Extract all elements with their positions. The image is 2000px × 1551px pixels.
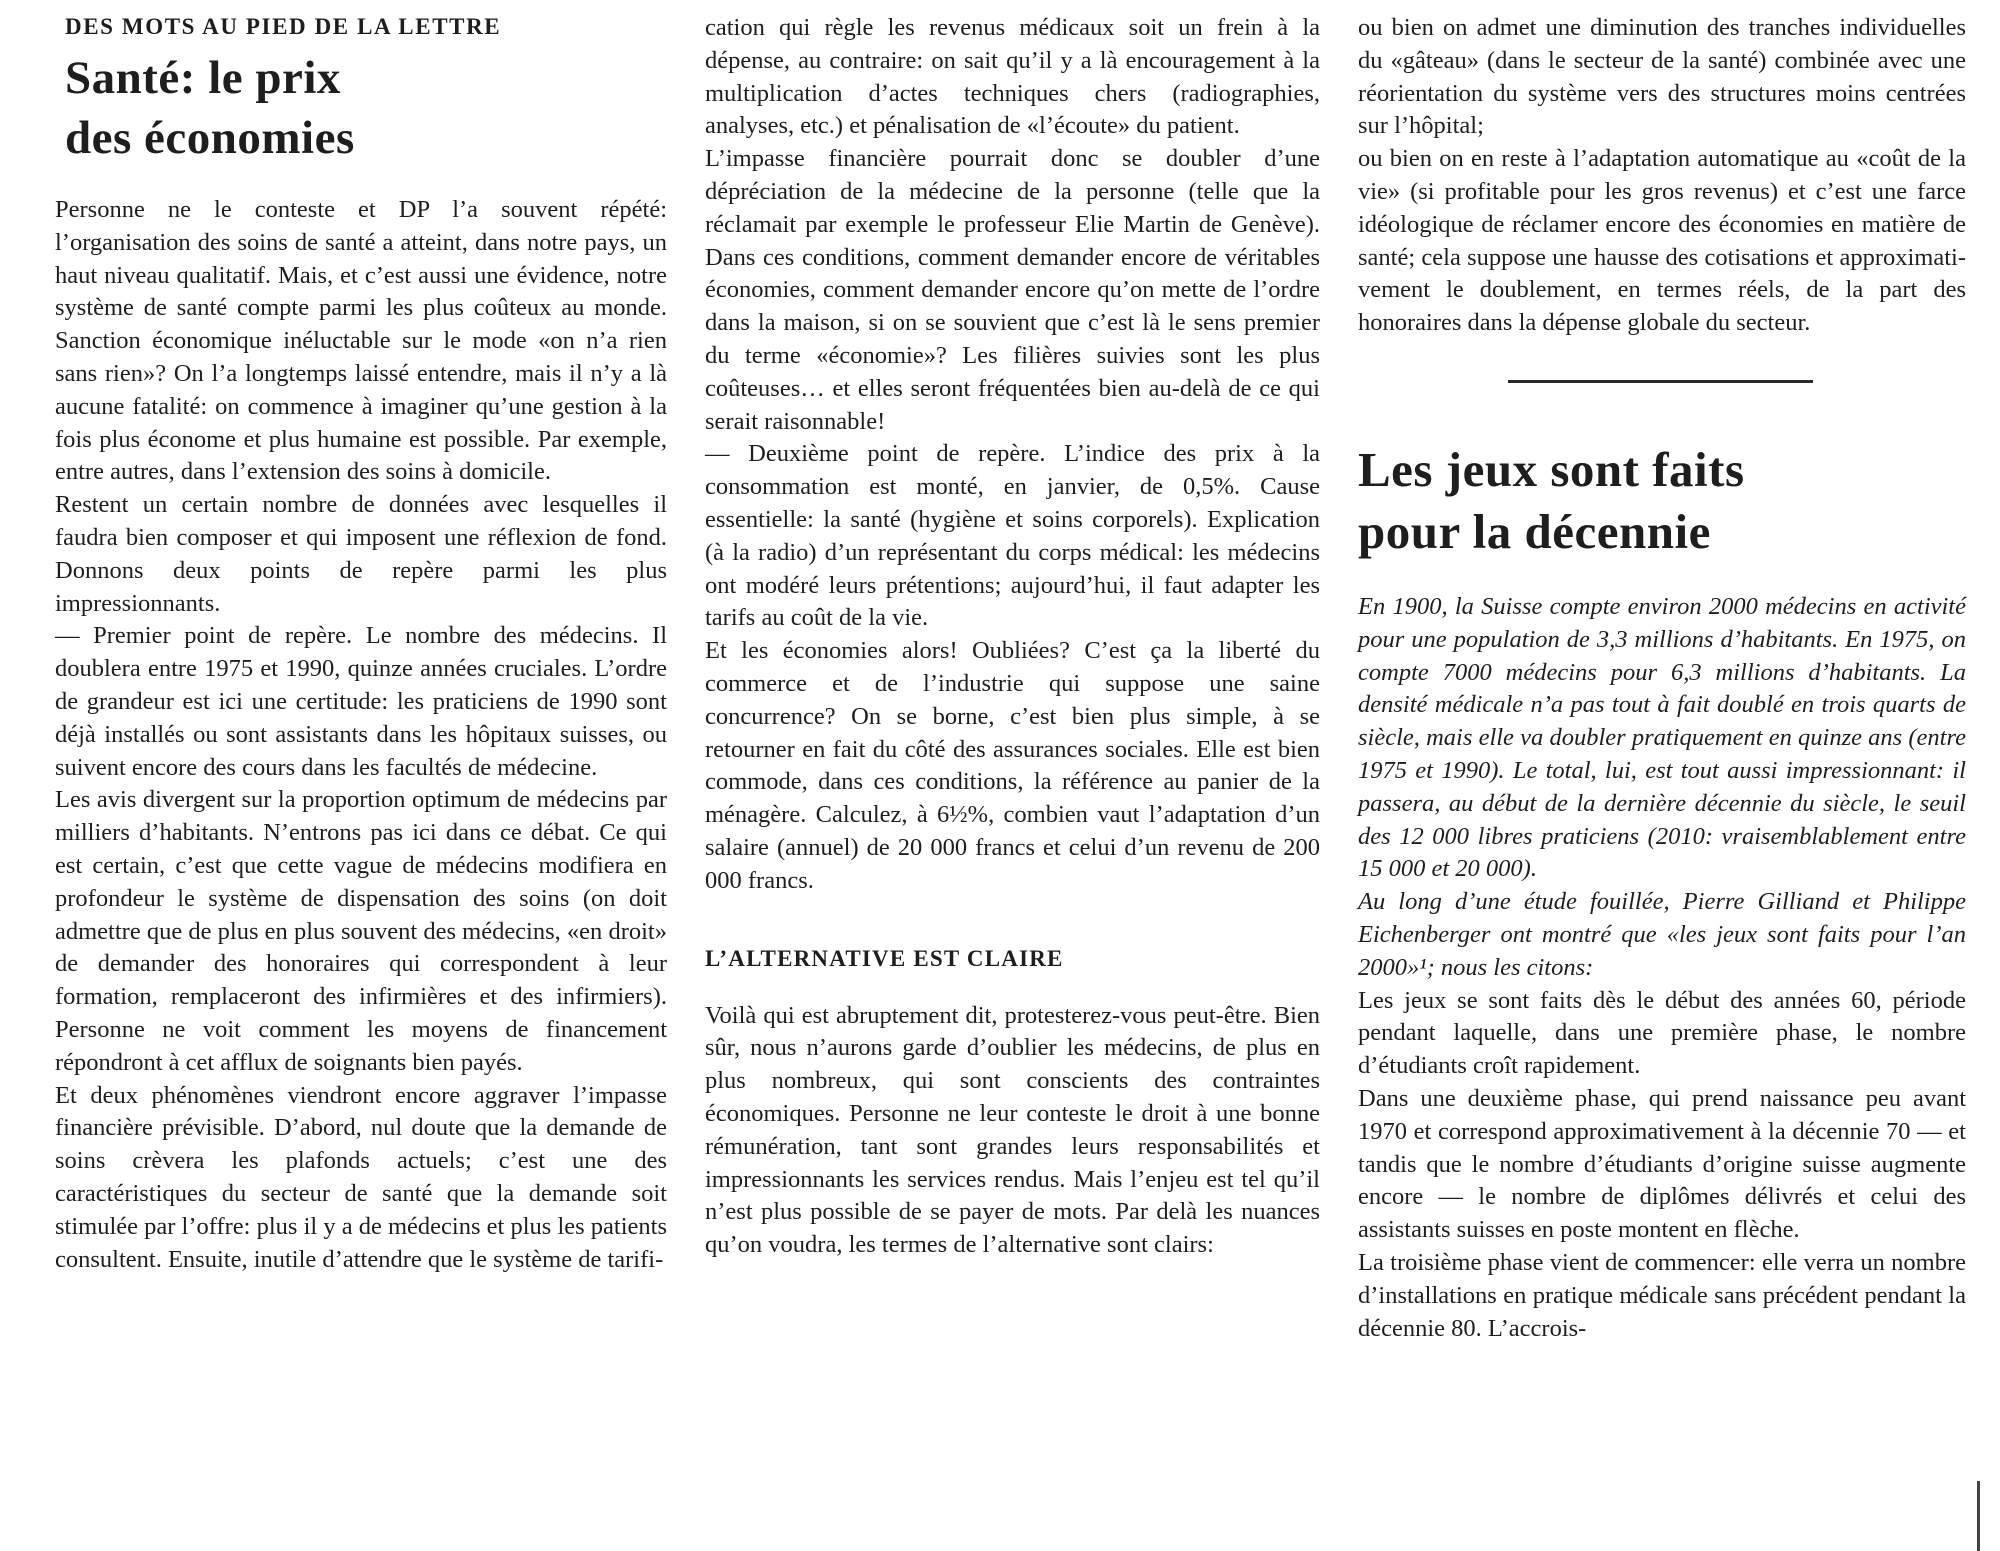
paragraph: Dans une deuxième phase, qui prend naissance peu avant 1970 et correspond approximativement à la décennie 70 — et tandis que le nombre d’étudiants d’origine suisse augmente encore — le nombre de diplômes délivrés et celui des assistants suisses en poste montent en flèche. [1358, 1084, 1966, 1244]
intro-paragraph: Au long d’une étude fouillée, Pierre Gilliand et Philippe Eichenberger ont montré que «les jeux sont faits pour l’an 2000»¹; nous les citons: [1358, 888, 1966, 981]
article-title-2 [1358, 439, 1966, 563]
section-rubric: DES MOTS AU PIED DE LA LETTRE [65, 14, 502, 39]
paragraph: Les avis divergent sur la proportion optimum de médecins par milliers d’habitants. N’entrons pas ici dans ce débat. Ce qui est certain, c’est que cette vague de médecins modifiera en profondeur le système de dispensation des soins (on doit admettre que de plus en plus souvent des médecins, «en droit» de demander des honoraires qui correspondent à leur formation, remplaceront des infirmières et des infirmiers). Personne ne voit comment les moyens de financement répondront à cet afflux de soignants bien payés. [55, 786, 667, 1076]
paragraph: ou bien on en reste à l’adaptation automatique au «coût de la vie» (si profitable pour les gros revenus) et c’est une farce idéologique de réclamer encore des économies en matière de santé; cela suppose une hausse des cotisations et approximativement le doublement, en termes réels, de la part des honoraires dans la dépense globale du secteur. [1358, 145, 1966, 337]
section-divider [1508, 380, 1813, 383]
column-1 [55, 0, 667, 1276]
paragraph: Restent un certain nombre de données avec lesquelles il faudra bien composer et qui imposent une réflexion de fond. Donnons deux points de repère parmi les plus impressionnants. [55, 491, 667, 617]
paragraph: Les jeux se sont faits dès le début des années 60, période pendant laquelle, dans une première phase, le nombre d’étudiants croît rapidement. [1358, 986, 1966, 1080]
paragraph: — Deuxième point de repère. L’indice des prix à la consommation est monté, en janvier, de 0,5%. Cause essentielle: la santé (hygiène et soins corporels). Explication (à la radio) d’un représentant du corps médical: les médecins ont modéré leurs prétentions; aujourd’hui, il faut adapter les tarifs au coût de la vie. [705, 440, 1320, 632]
article-title [65, 48, 667, 168]
intro-paragraph: En 1900, la Suisse compte environ 2000 médecins en activité pour une population de 3,3 millions d’habitants. En 1975, on compte 7000 médecins pour 6,3 millions d’habitants. La densité médicale n’a pas tout à fait doublé en trois quarts de siècle, mais elle va doubler pratiquement en quinze ans (entre 1975 et 1990). Le total, lui, est tout aussi impressionnant: il passera, au début de la dernière décennie du siècle, le seuil des 12 000 libres praticiens (2010: vraisemblablement entre 15 000 et 20 000). [1358, 592, 1966, 883]
paragraph: Et les économies alors! Oubliées? C’est ça la liberté du commerce et de l’industrie qui suppose une saine concurrence? On se borne, c’est bien plus simple, à se retourner en fait du côté des assurances sociales. Elle est bien commode, dans ces conditions, la référence au panier de la ménagère. Calculez, à 6½%, combien vaut l’adaptation d’un salaire (annuel) de 20 000 francs et celui d’un revenu de 200 000 francs. [705, 637, 1320, 894]
paragraph: Personne ne le conteste et DP l’a souvent répété: l’organisation des soins de santé a atteint, dans notre pays, un haut niveau qualitatif. Mais, et c’est aussi une évidence, notre système de santé compte parmi les plus coûteux au monde. Sanction économique inéluctable sur le mode «on n’a rien sans rien»? On l’a longtemps laissé entendre, mais il n’y a là aucune fatalité: on commence à imaginer qu’une gestion à la fois plus économe et plus humaine est possible. Par exemple, entre autres, dans l’extension des soins à domicile. [55, 196, 667, 486]
section-subheading: L’ALTERNATIVE EST CLAIRE [705, 945, 1064, 971]
title-line-1: Santé: le prix [65, 52, 341, 104]
title-line-1: Les jeux sont faits [1358, 441, 1745, 497]
paragraph: — Premier point de repère. Le nombre des médecins. Il doublera entre 1975 et 1990, quinze années cruciales. L’ordre de grandeur est ici une certitude: les praticiens de 1990 sont déjà installés ou sont assistants dans les hôpitaux suisses, ou suivent encore des cours dans les facultés de médecine. [55, 622, 667, 781]
paragraph: ou bien on admet une diminution des tranches individuelles du «gâteau» (dans le secteur de la santé) combinée avec une réorientation du système vers des structures moins centrées sur l’hôpital; [1358, 14, 1966, 140]
paragraph: L’impasse financière pourrait donc se doubler d’une dépréciation de la médecine de la personne (telle que la réclamait par exemple le professeur Elie Martin de Genève). Dans ces conditions, comment demander encore de véritables économies, comment demander encore qu’on mette de l’ordre dans la maison, si on se souvient que c’est là le sens premier du terme «économie»? Les filières suivies sont les plus coûteuses… et elles seront fréquentées bien au-delà de ce qui serait raisonnable! [705, 145, 1320, 435]
page-edge-mark [1977, 1481, 1980, 1551]
column-2 [705, 0, 1320, 1262]
title-line-2: pour la décennie [1358, 503, 1711, 559]
paragraph: Et deux phénomènes viendront encore aggraver l’impasse financière prévisible. D’abord, nul doute que la demande de soins crèvera les plafonds actuels; c’est une des caractéristiques du secteur de santé que la demande soit stimulée par l’offre: plus il y a de médecins et plus les patients consultent. Ensuite, inutile d’attendre que le système de tarifi- [55, 1081, 667, 1273]
paragraph: Voilà qui est abruptement dit, protesterez-vous peut-être. Bien sûr, nous n’aurons garde d’oublier les médecins, de plus en plus nombreux, qui sont conscients des contraintes économiques. Personne ne leur conteste le droit à une bonne rémunération, tant sont grandes leurs responsabilités et impressionnants les services rendus. Mais l’enjeu est tel qu’il n’est plus possible de se payer de mots. Par delà les nuances qu’on voudra, les termes de l’alternative sont clairs: [705, 1001, 1320, 1259]
column-3 [1358, 0, 1966, 1345]
paragraph: La troisième phase vient de commencer: elle verra un nombre d’installations en pratique médicale sans précédent pendant la décennie 80. L’accrois- [1358, 1248, 1966, 1342]
paragraph: cation qui règle les revenus médicaux soit un frein à la dépense, au contraire: on sait qu’il y a là encouragement à la multiplication d’actes techniques chers (radiographies, analyses, etc.) et pénalisation de «l’écoute» du patient. [705, 14, 1320, 140]
title-line-2: des économies [65, 112, 355, 164]
